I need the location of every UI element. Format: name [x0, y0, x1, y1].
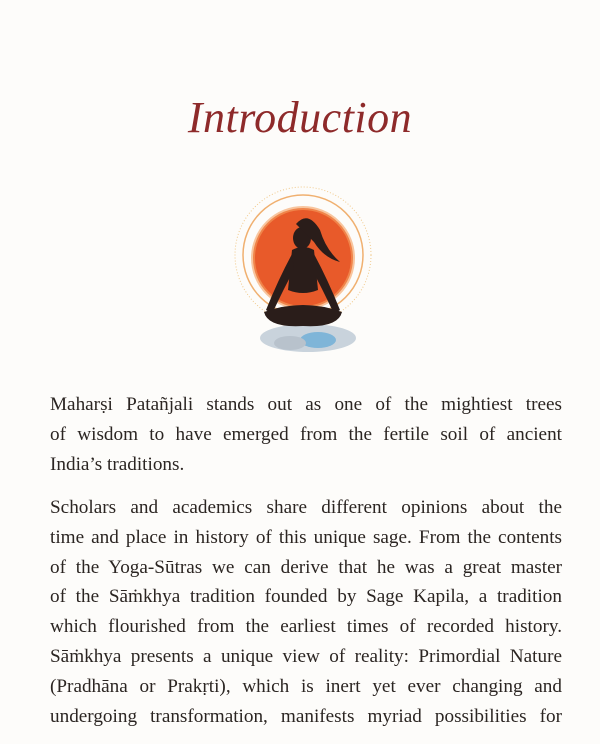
- page-title: Introduction: [187, 93, 413, 142]
- text-line: time and place in history of this unique sage. From the contents: [50, 526, 562, 548]
- text-line: Maharṣi Patañjali stands out as one of the mightiest trees: [50, 394, 562, 415]
- text-line: undergoing transformation, manifests myriad possibilities for: [50, 705, 562, 727]
- text-line: India’s traditions.: [50, 453, 185, 475]
- paragraph-1: [50, 390, 562, 479]
- text-line: Sāṁkhya presents a unique view of reality: Primordial Nature: [50, 645, 562, 667]
- meditating-sage-illustration: [228, 180, 378, 365]
- text-line: of the Yoga-Sūtras we can derive that he was a great master: [50, 556, 562, 578]
- text-line: which flourished from the earliest times of recorded history.: [50, 616, 562, 638]
- text-line: Scholars and academics share different opinions about the: [50, 497, 562, 518]
- text-line: of the Sāṁkhya tradition founded by Sage Kapila, a tradition: [50, 586, 562, 608]
- text-line: (Pradhāna or Prakṛti), which is inert yet ever changing and: [50, 675, 562, 697]
- paragraph-2: [50, 493, 562, 731]
- text-line: of wisdom to have emerged from the fertile soil of ancient: [50, 423, 562, 445]
